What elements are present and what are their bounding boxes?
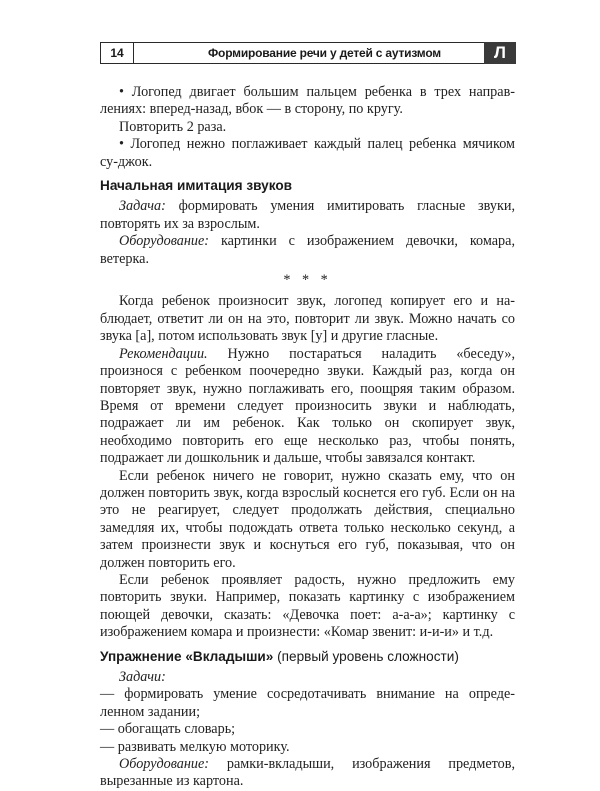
page-body bbox=[100, 84, 515, 791]
section-heading-sound-imitation: Начальная имитация звуков bbox=[100, 178, 292, 194]
equipment-paragraph-2 bbox=[100, 756, 515, 791]
task-paragraph bbox=[100, 198, 515, 233]
equipment-label: Оборудование: bbox=[119, 233, 210, 250]
equipment-label-2: Оборудование: bbox=[119, 756, 210, 773]
recommendations-text: Нужно постараться наладить «беседу», произнося с ребенком поочередно звуки. Каждый раз, когда он повторяет звук, нужно поглаживать его, поощряя таким образом. Время от времени следует произносить звуки и наблюдать, подражает ли им ребенок. Как только он скопирует звук, необходимо повторить его еще несколько раз, чтобы понять, подражает ли дошкольник и дальше, чтобы завязался контакт. bbox=[100, 345, 515, 467]
recommendations-label: Рекомендации. bbox=[119, 345, 208, 362]
paragraph-copy-sound: Когда ребенок произносит звук, логопед копирует его и наблюдает, ответит ли он на это, повторит ли звук. Можно начать со звука [а], потом использовать звук [у] и другие гласные. bbox=[100, 293, 515, 345]
paragraph-joy: Если ребенок проявляет радость, нужно предложить ему повторить звуки. Например, показать картинку с изображением поющей девочки, сказать: «Девочка поет: а-а-а»; картинку с изображением комара и произнести: «Комар звенит: и-и-и» и т.д. bbox=[100, 571, 515, 641]
section-heading-inserts bbox=[100, 648, 515, 665]
tasks-label: Задачи: bbox=[119, 669, 166, 685]
paragraph-thumb-movement: • Логопед двигает большим пальцем ребенка в трех направлениях: вперед-назад, вбок — в сторону, по кругу. bbox=[100, 84, 515, 118]
recommendations-paragraph bbox=[100, 346, 515, 468]
paragraph-silent-child: Если ребенок ничего не говорит, нужно сказать ему, что он должен повторить звук, когда взрослый коснется его губ. Если он на это не реагирует, следует продолжать действия, специально замедляя их, чтобы подождать ответа только несколько секунд, а затем произнести звук и коснуться его губ, показывая, что он должен повторить его. bbox=[100, 467, 515, 571]
list-item-motor-skills: — развивать мелкую моторику. bbox=[100, 738, 290, 755]
paragraph-su-jok: • Логопед нежно поглаживает каждый палец ребенка мячиком су-джок. bbox=[100, 136, 515, 170]
tasks-label-paragraph bbox=[100, 669, 515, 686]
equipment-paragraph bbox=[100, 233, 515, 268]
header-title: Формирование речи у детей с аутизмом bbox=[208, 46, 441, 60]
equipment-text: картинки с изображением девочки, комара, ветерка. bbox=[100, 233, 515, 267]
list-item-attention: — формировать умение сосредотачивать внимание на определенном задании; bbox=[100, 686, 515, 720]
equipment-text-2: рамки-вкладыши, изображения предметов, вырезанные из картона. bbox=[100, 756, 515, 790]
list-item-vocabulary: — обогащать словарь; bbox=[100, 721, 236, 738]
chapter-letter-tab: Л bbox=[484, 42, 516, 64]
heading-inserts-level: (первый уровень сложности) bbox=[273, 648, 459, 664]
task-label: Задача: bbox=[119, 198, 166, 215]
paragraph-repeat: Повторить 2 раза. bbox=[119, 118, 227, 135]
running-header bbox=[100, 42, 516, 64]
page-number: 14 bbox=[101, 43, 134, 63]
task-text: формировать умения имитировать гласные звуки, повторять их за взрослым. bbox=[100, 198, 515, 232]
section-separator: * * * bbox=[283, 272, 332, 289]
heading-inserts-title: Упражнение «Вкладыши» bbox=[100, 648, 274, 664]
